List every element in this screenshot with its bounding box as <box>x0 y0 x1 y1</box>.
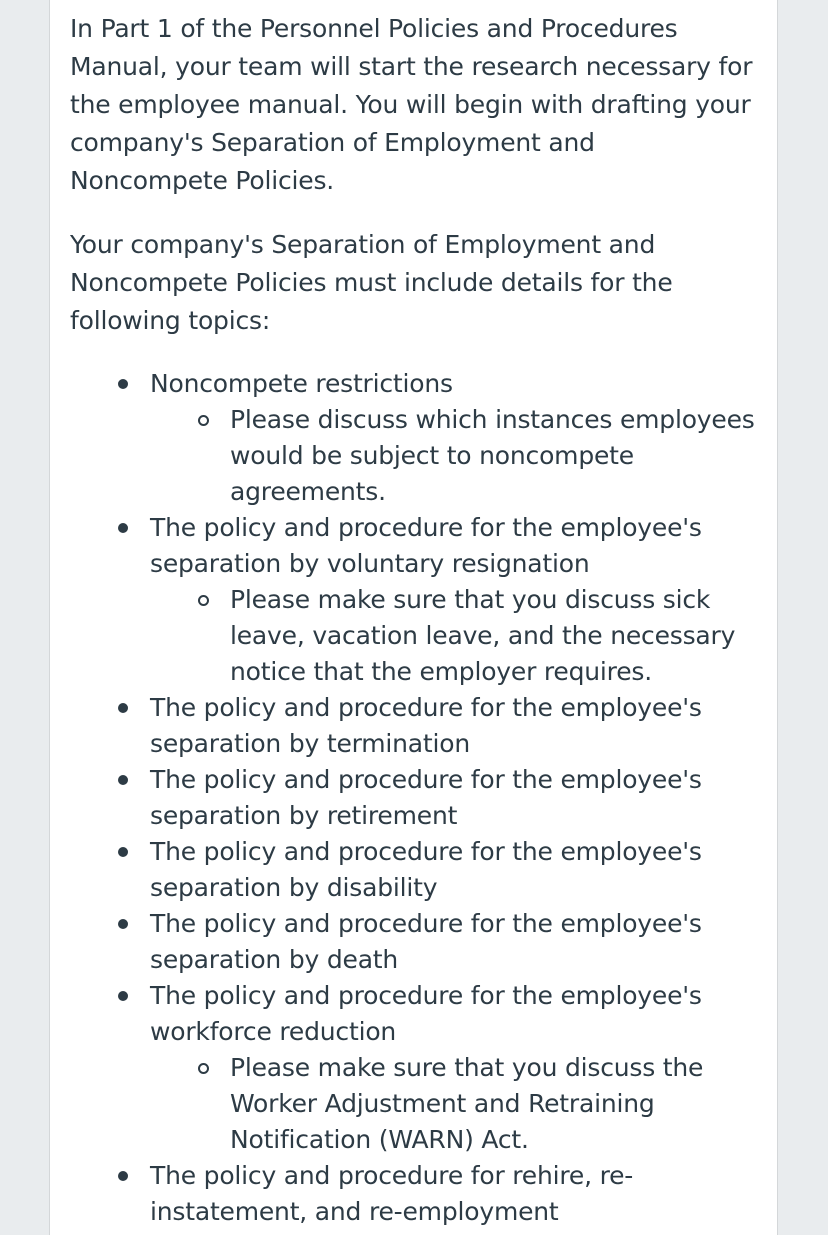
subtopic-text: Please make sure that you discuss sick leave, vacation leave, and the necessary notice that the employer requires. <box>230 585 736 686</box>
intro-paragraph: In Part 1 of the Personnel Policies and Procedures Manual, your team will start the research necessary for the employee manual. You will begin with drafting your company's Separation of Employment and Noncompete Policies. <box>70 14 753 195</box>
topic-text: The policy and procedure for the employee's workforce reduction <box>150 981 702 1046</box>
bullet-disc-icon <box>118 991 128 1001</box>
topic-workforce-reduction <box>70 978 760 1158</box>
subtopic-list <box>150 1050 760 1158</box>
bullet-disc-icon <box>118 775 128 785</box>
topic-text: The policy and procedure for the employee's separation by termination <box>150 693 702 758</box>
subtopic-item <box>150 582 760 690</box>
bullet-circle-icon <box>198 415 209 426</box>
subtopic-item <box>150 402 760 510</box>
bullet-disc-icon <box>118 523 128 533</box>
topic-disability <box>70 834 760 906</box>
bullet-disc-icon <box>118 379 128 389</box>
bullet-circle-icon <box>198 595 209 606</box>
subtopic-text: Please discuss which instances employees would be subject to noncompete agreements. <box>230 405 755 506</box>
topic-text: The policy and procedure for the employee's separation by disability <box>150 837 702 902</box>
bullet-disc-icon <box>118 703 128 713</box>
topic-text: The policy and procedure for rehire, re-instatement, and re-employment <box>150 1161 634 1226</box>
subtopic-text: Please make sure that you discuss the Worker Adjustment and Retraining Notification (WARN) Act. <box>230 1053 704 1154</box>
subtopic-list <box>150 582 760 690</box>
bullet-disc-icon <box>118 919 128 929</box>
requirements-paragraph: Your company's Separation of Employment and Noncompete Policies must include details for the following topics: <box>70 230 673 335</box>
topic-voluntary-resignation <box>70 510 760 690</box>
bullet-disc-icon <box>118 847 128 857</box>
topic-text: Noncompete restrictions <box>150 369 453 398</box>
subtopic-item <box>150 1050 760 1158</box>
topic-text: The policy and procedure for the employee's separation by retirement <box>150 765 702 830</box>
document-page <box>49 0 778 1235</box>
topic-retirement <box>70 762 760 834</box>
topic-text: The policy and procedure for the employee's separation by voluntary resignation <box>150 513 702 578</box>
topic-death <box>70 906 760 978</box>
topic-termination <box>70 690 760 762</box>
topic-noncompete <box>70 366 760 510</box>
bullet-circle-icon <box>198 1063 209 1074</box>
topic-text: The policy and procedure for the employee's separation by death <box>150 909 702 974</box>
document-content <box>70 10 760 1230</box>
topics-list <box>70 366 760 1230</box>
bullet-disc-icon <box>118 1171 128 1181</box>
subtopic-list <box>150 402 760 510</box>
topic-rehire <box>70 1158 760 1230</box>
